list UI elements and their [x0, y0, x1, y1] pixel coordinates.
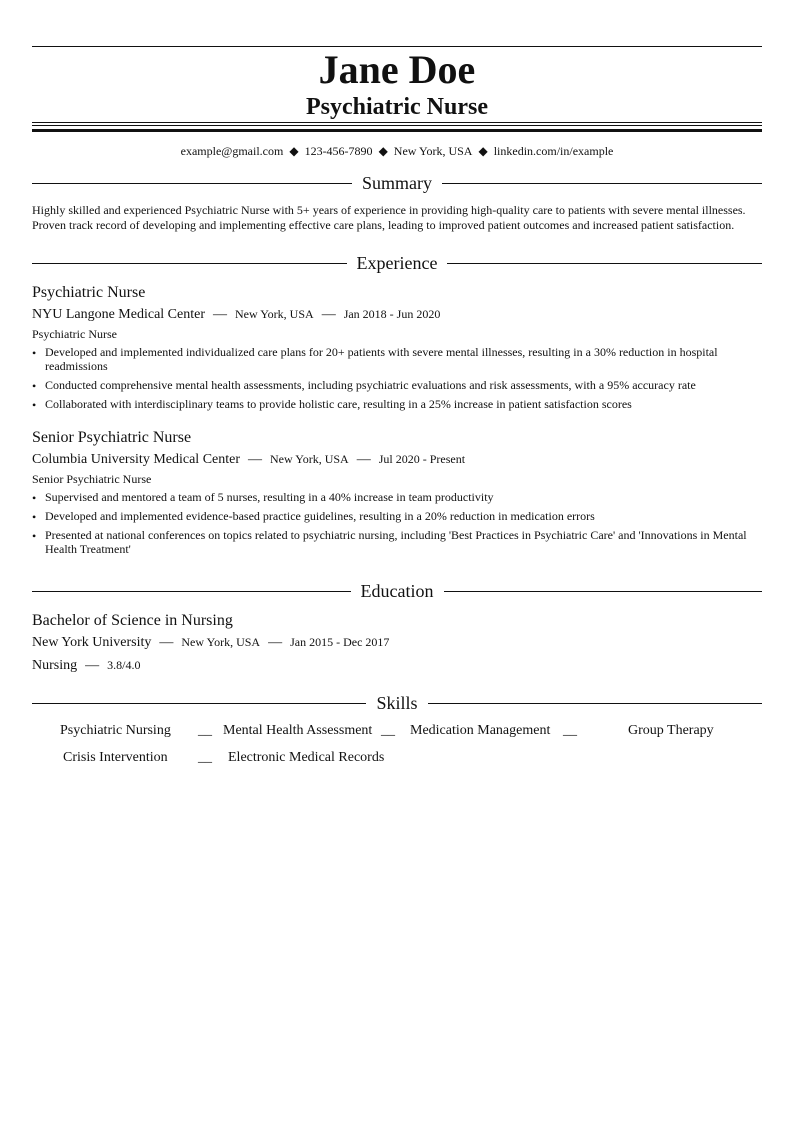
skills-row: [32, 722, 762, 749]
job-dates: Jan 2018 - Jun 2020: [343, 307, 441, 321]
header-rule: [32, 125, 762, 126]
skill-item: Group Therapy: [628, 723, 714, 738]
heading-rule: [447, 263, 762, 264]
section-heading-skills: [32, 692, 762, 714]
section-heading-education: [32, 580, 762, 602]
bullet-text: Supervised and mentored a team of 5 nurses, resulting in a 40% increase in team productivity: [45, 490, 494, 504]
dash-separator: —: [213, 307, 227, 322]
skill-item: Psychiatric Nursing: [60, 723, 171, 738]
list-item: [32, 528, 762, 556]
contact-phone[interactable]: 123-456-7890: [304, 144, 373, 158]
job-meta: [32, 305, 762, 324]
section-heading-summary: [32, 172, 762, 194]
heading-rule: [32, 703, 366, 704]
bullet-icon: •: [32, 379, 37, 393]
experience-entry: [32, 428, 762, 561]
heading-rule: [32, 263, 347, 264]
school-location: New York, USA: [181, 635, 261, 649]
bullet-icon: •: [32, 346, 37, 360]
education-meta: [32, 633, 762, 652]
diamond-separator-icon: ◆: [478, 144, 488, 158]
list-item: [32, 345, 762, 373]
section-title: Summary: [362, 173, 432, 193]
dash-separator: —: [248, 452, 263, 467]
heading-rule: [32, 183, 352, 184]
summary-line: Highly skilled and experienced Psychiatric Nurse with 5+ years of experience in providing high-quality care to patients with severe mental illnesses.: [32, 203, 746, 217]
achievement-list: [32, 490, 762, 556]
section-title: Skills: [376, 693, 418, 713]
organization: Columbia University Medical Center: [32, 452, 241, 467]
skill-item: Crisis Intervention: [63, 750, 168, 765]
school: New York University: [32, 635, 152, 650]
candidate-title: Psychiatric Nurse: [306, 94, 488, 120]
dash-separator: —: [159, 635, 174, 650]
bullet-icon: •: [32, 398, 37, 412]
job-role: Psychiatric Nurse: [32, 327, 117, 341]
bullet-text: Collaborated with interdisciplinary teams to provide holistic care, resulting in a 25% increase in patient satisfaction scores: [45, 397, 632, 411]
contact-line: [32, 143, 762, 159]
diamond-separator-icon: ◆: [378, 144, 388, 158]
skills-row: [32, 749, 762, 776]
list-item: [32, 490, 762, 504]
list-item: [32, 509, 762, 523]
bullet-icon: •: [32, 510, 37, 524]
diamond-separator-icon: ◆: [289, 144, 299, 158]
header-rule-thick: [32, 129, 762, 132]
gpa: 3.8/4.0: [107, 658, 141, 672]
list-item: [32, 378, 762, 392]
contact-email[interactable]: example@gmail.com: [180, 144, 284, 158]
job-meta: [32, 450, 762, 469]
dash-separator: —: [268, 635, 283, 650]
header-rule: [32, 122, 762, 123]
job-location: New York, USA: [270, 452, 349, 466]
section-title: Experience: [356, 253, 438, 273]
contact-linkedin[interactable]: linkedin.com/in/example: [493, 144, 614, 158]
bullet-icon: •: [32, 529, 37, 543]
skill-item: Medication Management: [410, 723, 551, 738]
skill-separator: __: [381, 723, 395, 738]
skill-item: Mental Health Assessment: [223, 723, 373, 738]
section-title: Education: [360, 581, 434, 601]
experience-entry: [32, 283, 762, 416]
bullet-text: Conducted comprehensive mental health assessments, including psychiatric evaluations and risk assessments, with a 95% accuracy rate: [45, 378, 696, 392]
summary-line: Proven track record of developing and implementing effective care plans, leading to improved patient outcomes and increased patient satisfaction.: [32, 218, 735, 232]
skill-separator: __: [563, 723, 577, 738]
bullet-icon: •: [32, 491, 37, 505]
heading-rule: [32, 591, 351, 592]
achievement-list: [32, 345, 762, 411]
section-heading-experience: [32, 252, 762, 274]
education-dates: Jan 2015 - Dec 2017: [290, 635, 390, 649]
dash-separator: —: [321, 307, 336, 322]
list-item: [32, 397, 762, 411]
candidate-name: Jane Doe: [318, 47, 476, 92]
heading-rule: [442, 183, 762, 184]
job-title: Psychiatric Nurse: [32, 284, 146, 301]
degree: Bachelor of Science in Nursing: [32, 612, 233, 629]
bullet-text: Developed and implemented evidence-based practice guidelines, resulting in a 20% reduction in medication errors: [45, 509, 595, 523]
organization: NYU Langone Medical Center: [32, 307, 205, 322]
dash-separator: —: [356, 452, 371, 467]
skills-list: [32, 722, 762, 776]
education-entry: [32, 611, 762, 675]
job-role: Senior Psychiatric Nurse: [32, 472, 152, 486]
dash-separator: —: [85, 658, 100, 673]
summary-text: [32, 203, 762, 233]
bullet-text: Developed and implemented individualized care plans for 20+ patients with severe mental illnesses, resulting in a 30% reduction in hospital readmissions: [45, 345, 718, 373]
bullet-text: Presented at national conferences on topics related to psychiatric nursing, including 'Best Practices in Psychiatric Care' and 'Innovations in Mental Health Treatment': [45, 528, 747, 556]
field-of-study: Nursing: [32, 658, 78, 673]
skill-item: Electronic Medical Records: [228, 750, 385, 765]
heading-rule: [428, 703, 762, 704]
job-location: New York, USA: [235, 307, 314, 321]
contact-location: New York, USA: [393, 144, 473, 158]
skill-separator: __: [198, 723, 212, 738]
skill-separator: __: [198, 750, 212, 765]
heading-rule: [444, 591, 763, 592]
job-dates: Jul 2020 - Present: [378, 452, 466, 466]
job-title: Senior Psychiatric Nurse: [32, 429, 192, 446]
education-field: [32, 656, 762, 675]
